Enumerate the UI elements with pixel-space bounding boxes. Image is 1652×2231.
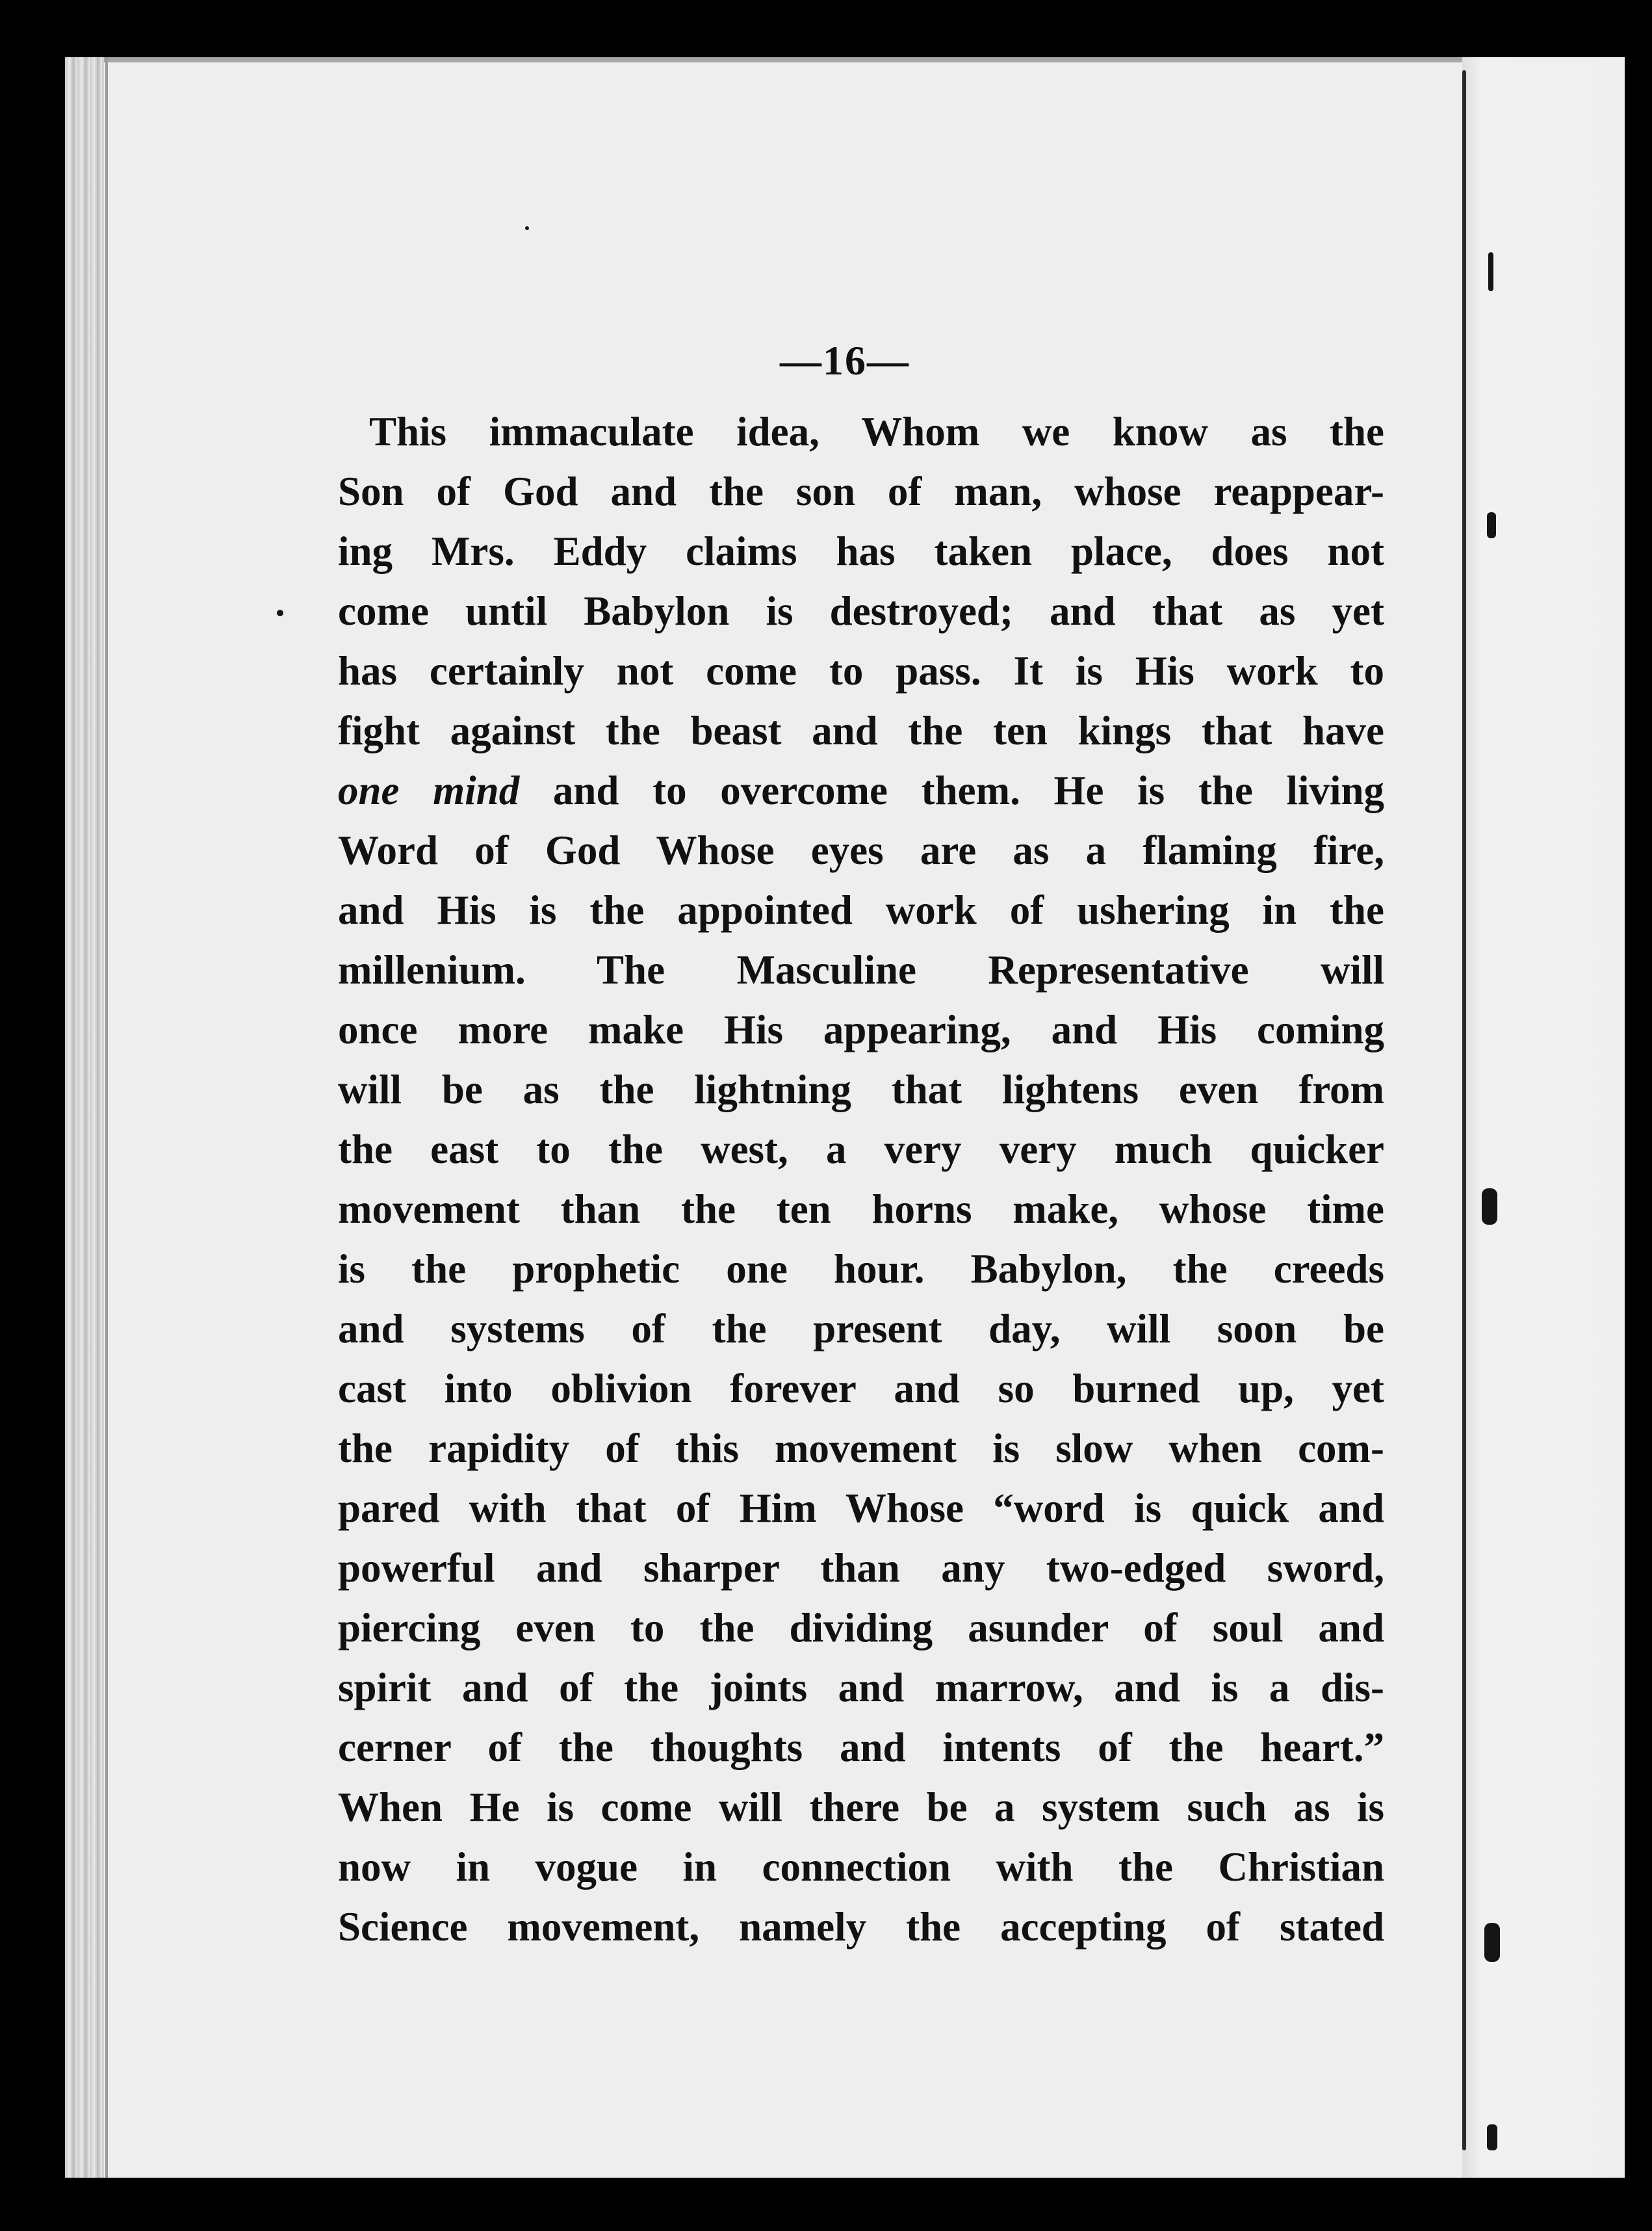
text-line: movement than the ten horns make, whose time xyxy=(338,1186,1384,1232)
text-line: pared with that of Him Whose “word is quick and xyxy=(338,1485,1384,1531)
text-line: powerful and sharper than any two-edged sword, xyxy=(338,1545,1384,1591)
text-line: When He is come will there be a system such as is xyxy=(338,1784,1384,1830)
ink-speck xyxy=(1487,2124,1497,2150)
text-line: has certainly not come to pass. It is His work to xyxy=(338,648,1384,694)
text-line: millenium. The Masculine Representative will xyxy=(338,947,1384,993)
body-paragraph xyxy=(338,402,1384,1957)
ink-speck xyxy=(1488,252,1493,291)
text-line-rest: and to overcome them. He is the living xyxy=(519,768,1385,813)
text-line: Word of God Whose eyes are as a flaming fire, xyxy=(338,828,1384,873)
ink-speck xyxy=(525,226,529,230)
text-line: fight against the beast and the ten kings that have xyxy=(338,708,1384,753)
text-line: piercing even to the dividing asunder of soul and xyxy=(338,1605,1384,1650)
ink-speck xyxy=(277,610,283,616)
text-line: come until Babylon is destroyed; and that as yet xyxy=(338,588,1384,634)
italic-phrase: one mind xyxy=(338,768,520,813)
text-line: and His is the appointed work of ushering in the xyxy=(338,887,1384,933)
text-line: ing Mrs. Eddy claims has taken place, does not xyxy=(338,528,1384,574)
text-line: Science movement, namely the accepting of stated xyxy=(338,1904,1384,1950)
text-line: now in vogue in connection with the Christian xyxy=(338,1844,1384,1890)
ink-speck xyxy=(1484,1923,1500,1962)
text-line: and systems of the present day, will soon be xyxy=(338,1306,1384,1351)
text-line: the east to the west, a very very much quicker xyxy=(338,1127,1384,1172)
text-line: once more make His appearing, and His coming xyxy=(338,1007,1384,1052)
page-top-edge xyxy=(65,57,1625,62)
scanned-book-page xyxy=(65,57,1625,2178)
text-line: the rapidity of this movement is slow when com- xyxy=(338,1426,1384,1471)
text-line: Son of God and the son of man, whose reappear- xyxy=(338,469,1384,514)
text-line: This immaculate idea, Whom we know as the xyxy=(369,409,1384,454)
text-line: will be as the lightning that lightens even from xyxy=(338,1067,1384,1112)
text-line: spirit and of the joints and marrow, and is a dis- xyxy=(338,1665,1384,1710)
text-line: is the prophetic one hour. Babylon, the creeds xyxy=(338,1246,1384,1292)
page-number: —16— xyxy=(780,337,910,384)
text-line xyxy=(338,761,1384,820)
text-line: cast into oblivion forever and so burned up, yet xyxy=(338,1366,1384,1411)
text-line: cerner of the thoughts and intents of the heart.” xyxy=(338,1725,1384,1770)
ink-speck xyxy=(1487,512,1496,538)
ink-speck xyxy=(1482,1188,1497,1225)
